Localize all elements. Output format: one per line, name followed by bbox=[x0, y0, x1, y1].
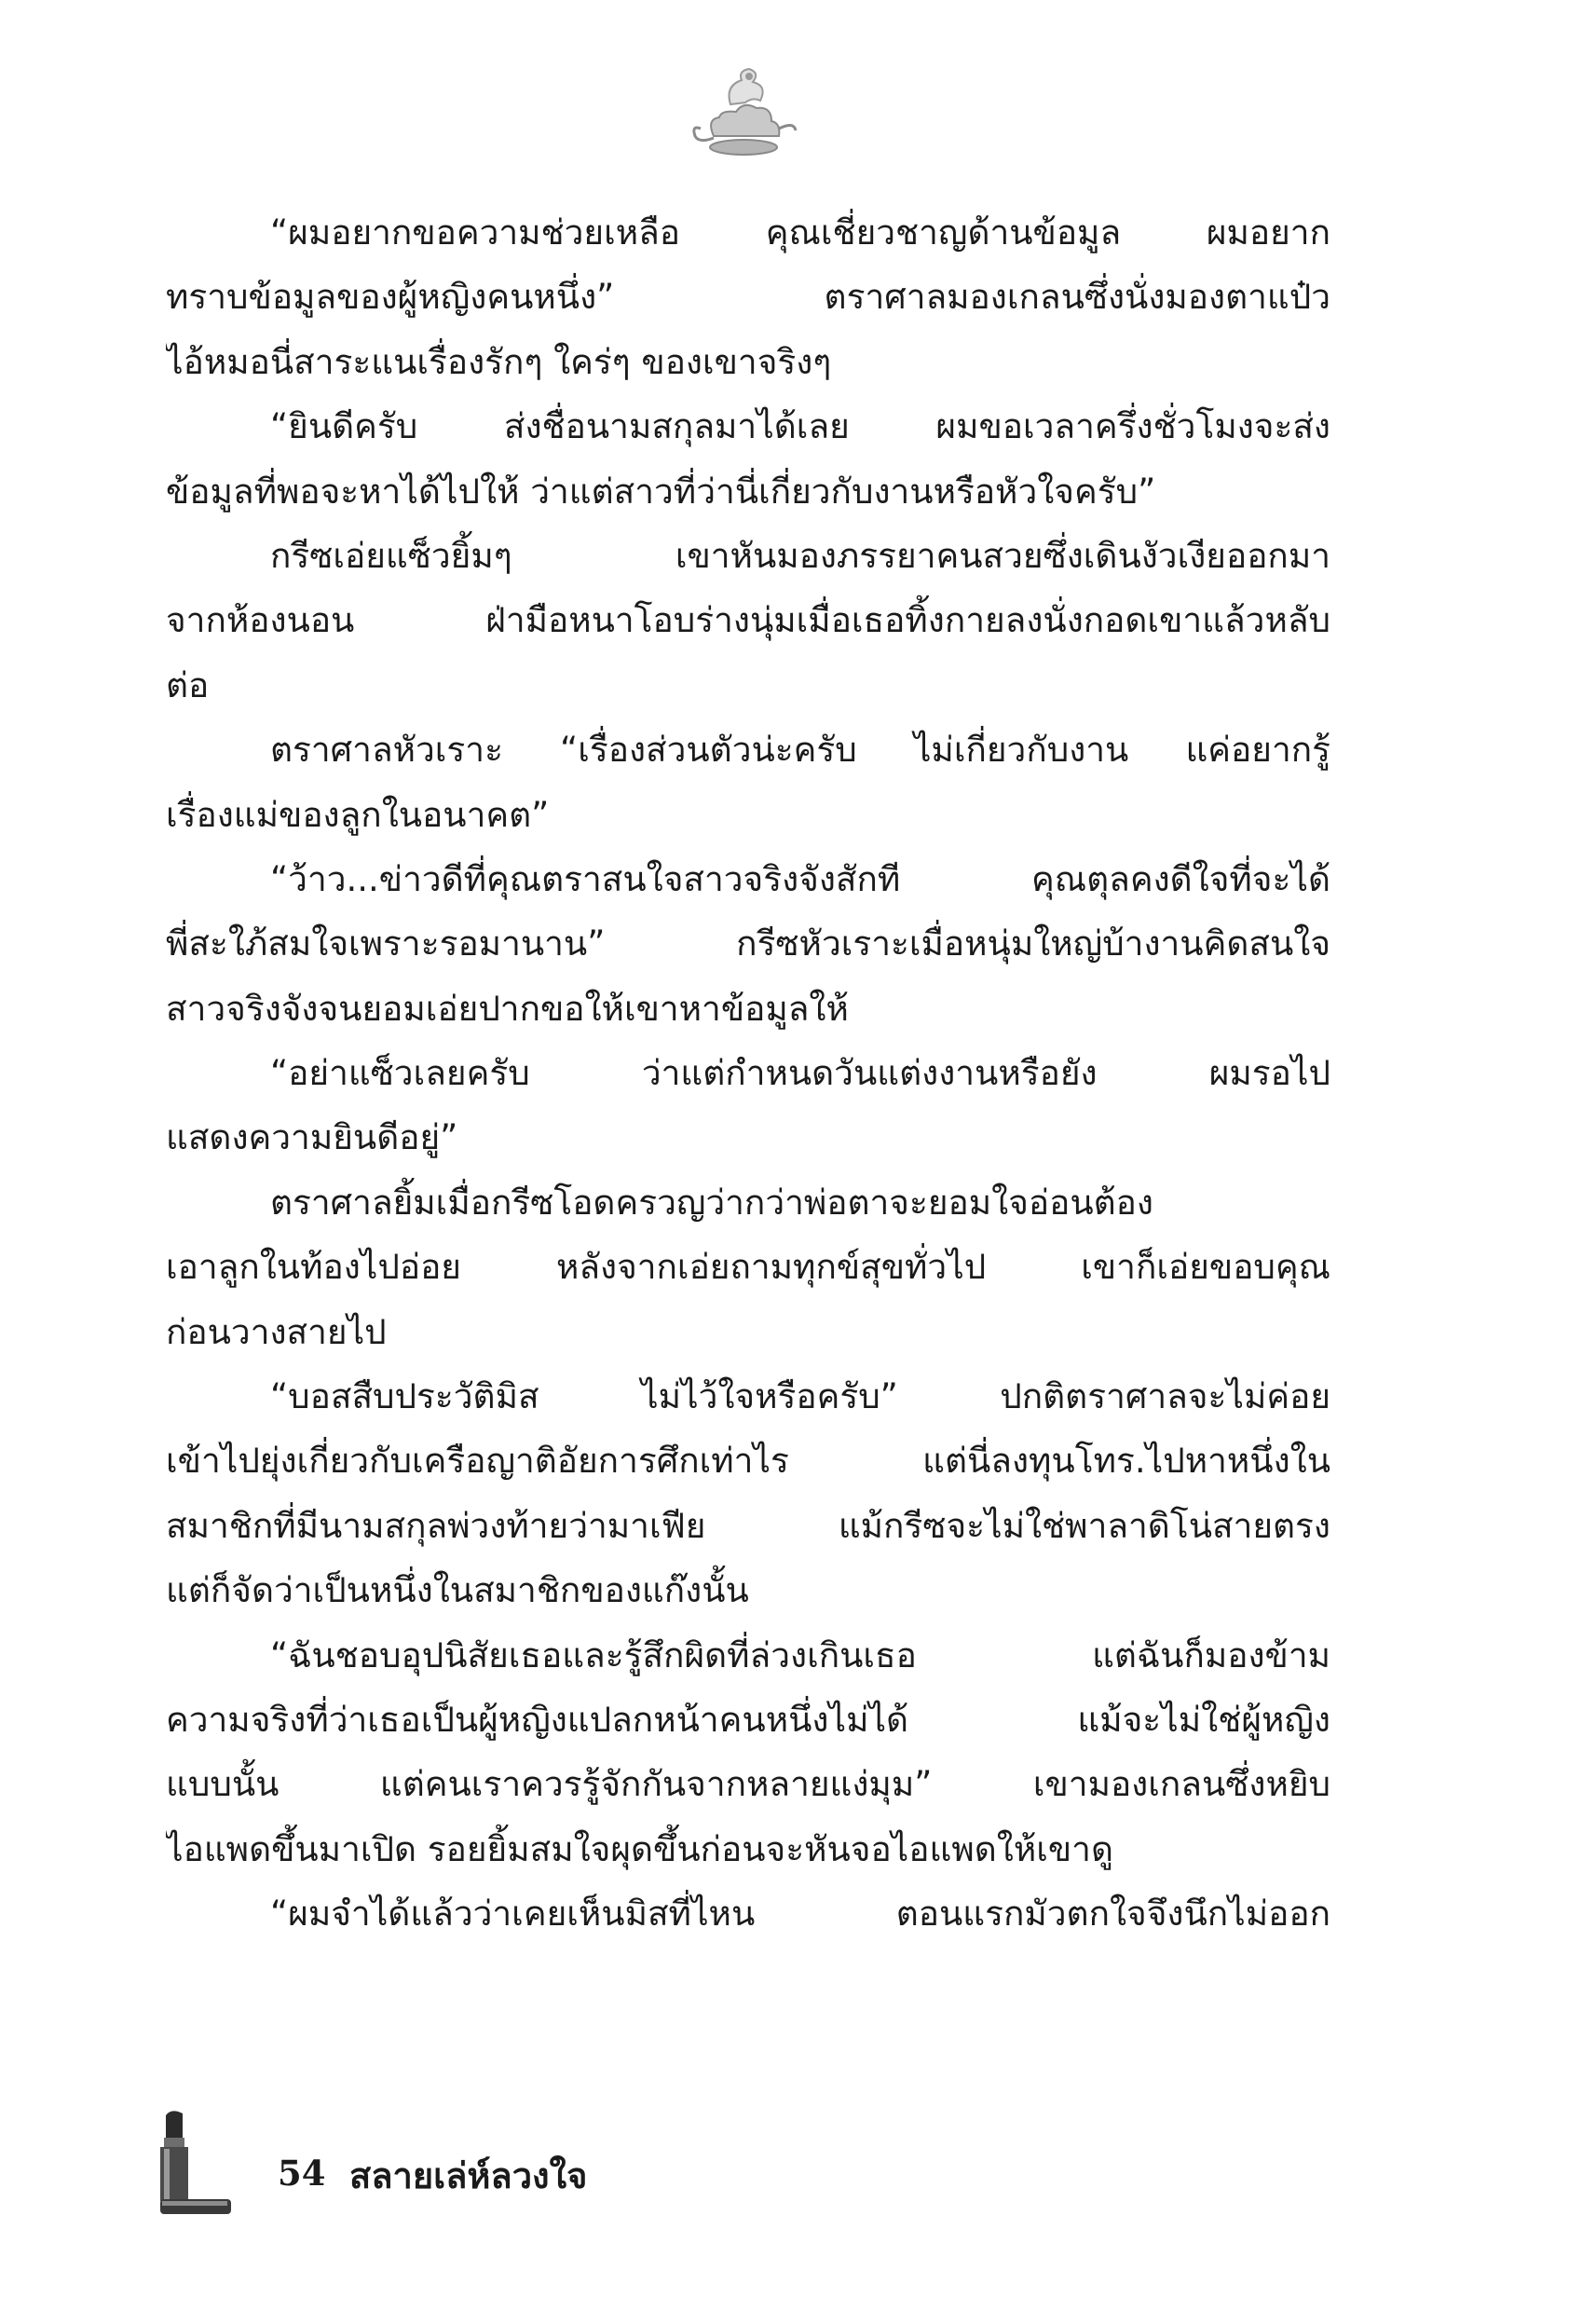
page-footer bbox=[158, 2108, 811, 2220]
text-line: แสดงความยินดีอยู่” bbox=[166, 1117, 458, 1158]
text-line: กรีซเอ่ยแซ็วยิ้มๆ เขาหันมองภรรยาคนสวยซึ่งเดินงัวเงียออกมา bbox=[270, 535, 1330, 576]
text-line: ไอ้หมอนี่สาระแนเรื่องรักๆ ใคร่ๆ ของเขาจริงๆ bbox=[166, 341, 832, 382]
genie-lamp-icon bbox=[688, 63, 799, 168]
text-line: “ฉันชอบอุปนิสัยเธอและรู้สึกผิดที่ล่วงเกินเธอ แต่ฉันก็มองข้าม bbox=[270, 1634, 1330, 1675]
text-line: จากห้องนอน ฝ่ามือหนาโอบร่างนุ่มเมื่อเธอทิ้งกายลงนั่งกอดเขาแล้วหลับ bbox=[166, 600, 1330, 641]
lipstick-icon bbox=[158, 2108, 231, 2216]
text-line: ไอแพดขึ้นมาเปิด รอยยิ้มสมใจผุดขึ้นก่อนจะหันจอไอแพดให้เขาดู bbox=[166, 1828, 1113, 1869]
text-line: ก่อนวางสายไป bbox=[166, 1311, 387, 1352]
text-line: “ผมจำได้แล้วว่าเคยเห็นมิสที่ไหน ตอนแรกมัวตกใจจึงนึกไม่ออก bbox=[270, 1894, 1330, 1935]
text-line: “ว้าว...ข่าวดีที่คุณตราสนใจสาวจริงจังสักที คุณตุลคงดีใจที่จะได้ bbox=[270, 858, 1330, 899]
book-title: สลายเล่ห์ลวงใจ bbox=[349, 2154, 588, 2196]
text-line: ความจริงที่ว่าเธอเป็นผู้หญิงแปลกหน้าคนหนึ่งไม่ได้ แม้จะไม่ใช่ผู้หญิง bbox=[166, 1699, 1330, 1740]
text-line: ตราศาลหัวเราะ “เรื่องส่วนตัวน่ะครับ ไม่เกี่ยวกับงาน แค่อยากรู้ bbox=[270, 730, 1330, 771]
text-line: “บอสสืบประวัติมิส ไม่ไว้ใจหรือครับ” ปกติตราศาลจะไม่ค่อย bbox=[270, 1376, 1330, 1417]
text-line: แต่ก็จัดว่าเป็นหนึ่งในสมาชิกของแก๊งนั้น bbox=[166, 1570, 749, 1611]
text-line: พี่สะใภ้สมใจเพราะรอมานาน” กรีซหัวเราะเมื่อหนุ่มใหญ่บ้างานคิดสนใจ bbox=[166, 923, 1330, 964]
text-line: สาวจริงจังจนยอมเอ่ยปากขอให้เขาหาข้อมูลให้ bbox=[166, 988, 849, 1029]
text-line: ข้อมูลที่พอจะหาได้ไปให้ ว่าแต่สาวที่ว่านี่เกี่ยวกับงานหรือหัวใจครับ” bbox=[166, 471, 1156, 512]
text-line: “อย่าแซ็วเลยครับ ว่าแต่กำหนดวันแต่งงานหรือยัง ผมรอไป bbox=[270, 1053, 1330, 1094]
text-line: “ยินดีครับ ส่งชื่อนามสกุลมาได้เลย ผมขอเวลาครึ่งชั่วโมงจะส่ง bbox=[270, 406, 1330, 447]
page-number: 54 bbox=[278, 2153, 326, 2194]
text-line: เอาลูกในท้องไปอ่อย หลังจากเอ่ยถามทุกข์สุขทั่วไป เขาก็เอ่ยขอบคุณ bbox=[166, 1247, 1330, 1288]
body-text bbox=[166, 200, 1330, 1947]
text-line: ต่อ bbox=[166, 664, 210, 705]
text-line: สมาชิกที่มีนามสกุลพ่วงท้ายว่ามาเฟีย แม้กรีซจะไม่ใช่พาลาดิโน่สายตรง bbox=[166, 1505, 1330, 1546]
text-line: เข้าไปยุ่งเกี่ยวกับเครือญาติอัยการศึกเท่าไร แต่นี่ลงทุนโทร.ไปหาหนึ่งใน bbox=[166, 1441, 1330, 1482]
text-line: ตราศาลยิ้มเมื่อกรีซโอดครวญว่ากว่าพ่อตาจะยอมใจอ่อนต้อง bbox=[270, 1182, 1153, 1223]
text-line: เรื่องแม่ของลูกในอนาคต” bbox=[166, 794, 550, 835]
text-line: ทราบข้อมูลของผู้หญิงคนหนึ่ง” ตราศาลมองเกลนซึ่งนั่งมองตาแป๋ว bbox=[166, 277, 1330, 318]
text-line: แบบนั้น แต่คนเราควรรู้จักกันจากหลายแง่มุม” เขามองเกลนซึ่งหยิบ bbox=[166, 1764, 1330, 1805]
text-line: “ผมอยากขอความช่วยเหลือ คุณเชี่ยวชาญด้านข้อมูล ผมอยาก bbox=[270, 212, 1330, 253]
